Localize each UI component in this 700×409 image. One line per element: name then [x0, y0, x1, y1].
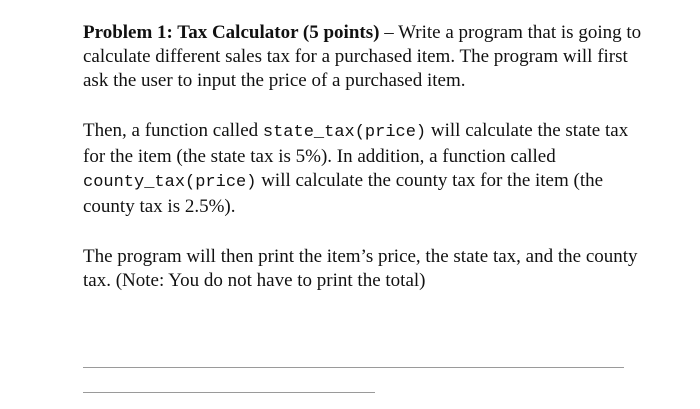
problem-intro-text: – Write a program that is going to calculate different sales tax for a purchased item. The program will first ask the user to input the price of a purchased item.	[83, 22, 642, 91]
county-tax-function-code: county_tax(price)	[83, 173, 257, 192]
output-text: The program will then print the item’s price, the state tax, and the county tax. (Note: You do not have to print the total)	[83, 246, 638, 291]
problem-heading: Problem 1: Tax Calculator (5 points)	[83, 22, 380, 43]
functions-text-1: Then, a function called	[83, 120, 263, 141]
problem-document	[83, 21, 643, 319]
answer-line-2	[83, 392, 375, 393]
functions-paragraph	[83, 119, 643, 219]
problem-intro-paragraph	[83, 21, 643, 93]
output-paragraph	[83, 245, 643, 293]
state-tax-function-code: state_tax(price)	[262, 123, 427, 142]
functions-text-2: will calculate the state tax for the item (the state tax is 5%). In addition, a function called	[83, 120, 629, 167]
functions-text-3: will calculate the county tax for the item (the county tax is 2.5%).	[83, 170, 604, 217]
answer-line-1	[83, 367, 624, 368]
